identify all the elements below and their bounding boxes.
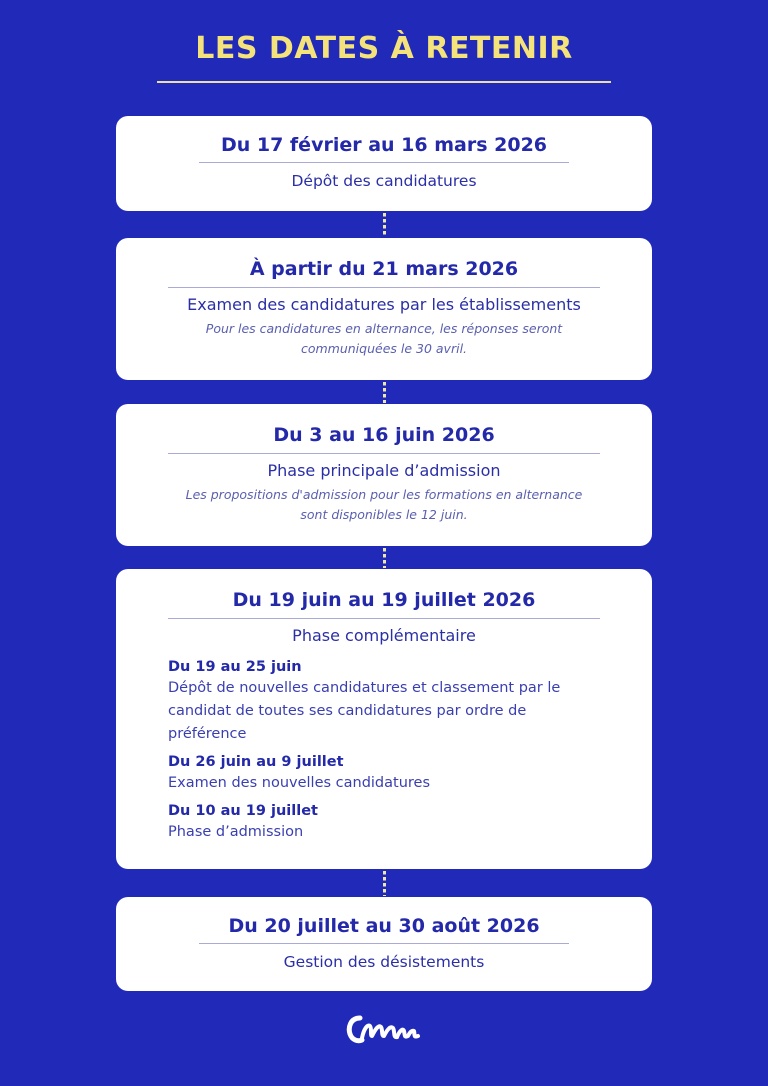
sub-step-description: Dépôt de nouvelles candidatures et classement par le candidat de toutes ses candidatures par ordre de préférence [168, 680, 561, 742]
cmu-logo-icon [346, 1012, 422, 1046]
title-underline [157, 81, 611, 83]
timeline-card-1 [116, 116, 652, 211]
timeline-card-5 [116, 897, 652, 991]
timeline-connector [383, 871, 386, 896]
sub-step-date: Du 10 au 19 juillet [168, 803, 318, 819]
card-phase: Phase principale d’admission [267, 461, 501, 480]
card-note-line: Les propositions d'admission pour les formations en alternance [185, 487, 583, 502]
card-date: Du 19 juin au 19 juillet 2026 [232, 589, 536, 611]
card-phase: Dépôt des candidatures [291, 172, 477, 190]
card-phase: Examen des candidatures par les établissements [187, 295, 581, 314]
timeline-connector [383, 382, 386, 403]
sub-step-2 [116, 752, 652, 795]
card-date: Du 17 février au 16 mars 2026 [220, 134, 548, 156]
sub-step-1 [116, 657, 652, 746]
card-divider [168, 618, 600, 619]
timeline-card-2 [116, 238, 652, 380]
sub-step-description: Phase d’admission [168, 824, 304, 840]
page-title: LES DATES À RETENIR [195, 31, 573, 66]
timeline-connector [383, 548, 386, 568]
card-note-line: communiquées le 30 avril. [300, 341, 468, 356]
card-divider [199, 162, 569, 163]
card-phase: Gestion des désistements [283, 953, 485, 971]
card-divider [168, 287, 600, 288]
card-date: Du 3 au 16 juin 2026 [273, 424, 495, 446]
sub-step-date: Du 26 juin au 9 juillet [168, 754, 344, 770]
sub-step-date: Du 19 au 25 juin [168, 659, 302, 675]
card-divider [168, 453, 600, 454]
sub-step-3 [116, 801, 652, 844]
card-phase: Phase complémentaire [292, 626, 476, 645]
card-note-line: sont disponibles le 12 juin. [300, 507, 468, 522]
sub-step-description: Examen des nouvelles candidatures [168, 775, 431, 791]
card-date: À partir du 21 mars 2026 [249, 258, 519, 280]
card-divider [199, 943, 569, 944]
card-date: Du 20 juillet au 30 août 2026 [228, 915, 540, 937]
timeline-card-3 [116, 404, 652, 546]
timeline-card-4 [116, 569, 652, 869]
card-note-line: Pour les candidatures en alternance, les réponses seront [205, 321, 563, 336]
timeline-connector [383, 213, 386, 237]
